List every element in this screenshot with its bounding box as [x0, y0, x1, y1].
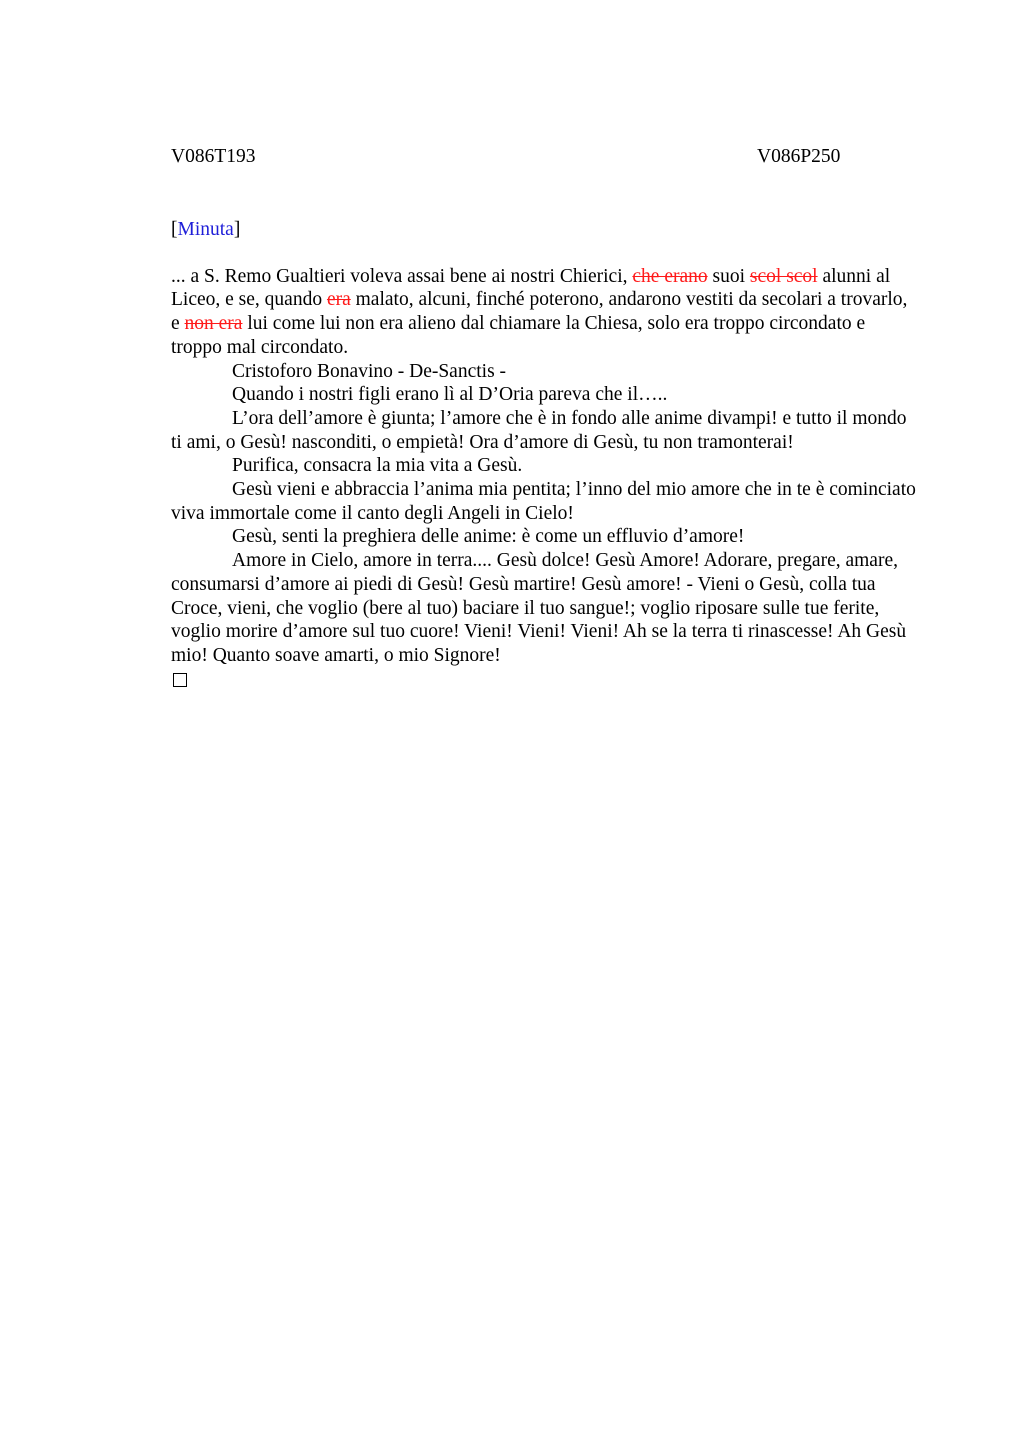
- document-code-right: V086P250: [757, 146, 841, 167]
- paragraph: Purifica, consacra la mia vita a Gesù.: [232, 455, 523, 477]
- paragraph: L’ora dell’amore è giunta; l’amore che è in fondo alle anime divampi! e tutto il mondo ti ami, o Gesù! nasconditi, o empietà! Ora d’amore di Gesù, tu non tramonterai!: [171, 407, 907, 453]
- text-segment: malato, alcuni, finché poterono, andarono vestiti da secolari a trovarlo, e: [171, 289, 908, 335]
- section-label: [171, 218, 916, 242]
- text-segment: lui come lui non era alieno dal chiamare la Chiesa, solo era troppo circondato e troppo mal circondato.: [171, 313, 866, 358]
- bracket-close: ]: [233, 219, 241, 240]
- paragraph: Gesù, senti la preghiera delle anime: è come un effluvio d’amore!: [232, 526, 745, 548]
- deleted-text: scol scol: [749, 265, 818, 287]
- paragraph: Gesù vieni e abbraccia l’anima mia pentita; l’inno del mio amore che in te è cominciato viva immortale come il canto degli Angeli in Cielo!: [171, 479, 916, 524]
- bracket-open: [: [171, 219, 178, 240]
- document-body: [171, 265, 916, 687]
- document-code-left: V086T193: [171, 146, 256, 167]
- deleted-text: che erano: [632, 265, 708, 287]
- end-of-text-box-icon: [173, 673, 187, 687]
- document-page: [171, 145, 916, 687]
- text-segment: ... a S. Remo Gualtieri voleva assai bene ai nostri Chierici,: [171, 265, 633, 287]
- deleted-text: era: [326, 289, 351, 311]
- document-codes: [171, 145, 916, 171]
- minuta-label: Minuta: [177, 219, 234, 240]
- paragraph: Quando i nostri figli erano lì al D’Oria pareva che il…..: [232, 384, 668, 406]
- paragraph-1: [171, 265, 916, 360]
- text-segment: alunni al Liceo, e se, quando: [171, 265, 891, 311]
- paragraph: Cristoforo Bonavino - De-Sanctis -: [232, 360, 507, 382]
- paragraph: Amore in Cielo, amore in terra.... Gesù dolce! Gesù Amore! Adorare, pregare, amare, consumarsi d’amore ai piedi di Gesù! Gesù martire! Gesù amore! - Vieni o Gesù, colla tua Croce, vieni, che voglio (bere al tuo) baciare il tuo sangue!; voglio riposare sulle tue ferite, voglio morire d’amore sul tuo cuore! Vieni! Vieni! Vieni! Ah se la terra ti rinascesse! Ah Gesù mio! Quanto soave amarti, o mio Signore!: [171, 550, 907, 666]
- text-segment: suoi: [707, 265, 750, 287]
- deleted-text: non era: [184, 313, 243, 335]
